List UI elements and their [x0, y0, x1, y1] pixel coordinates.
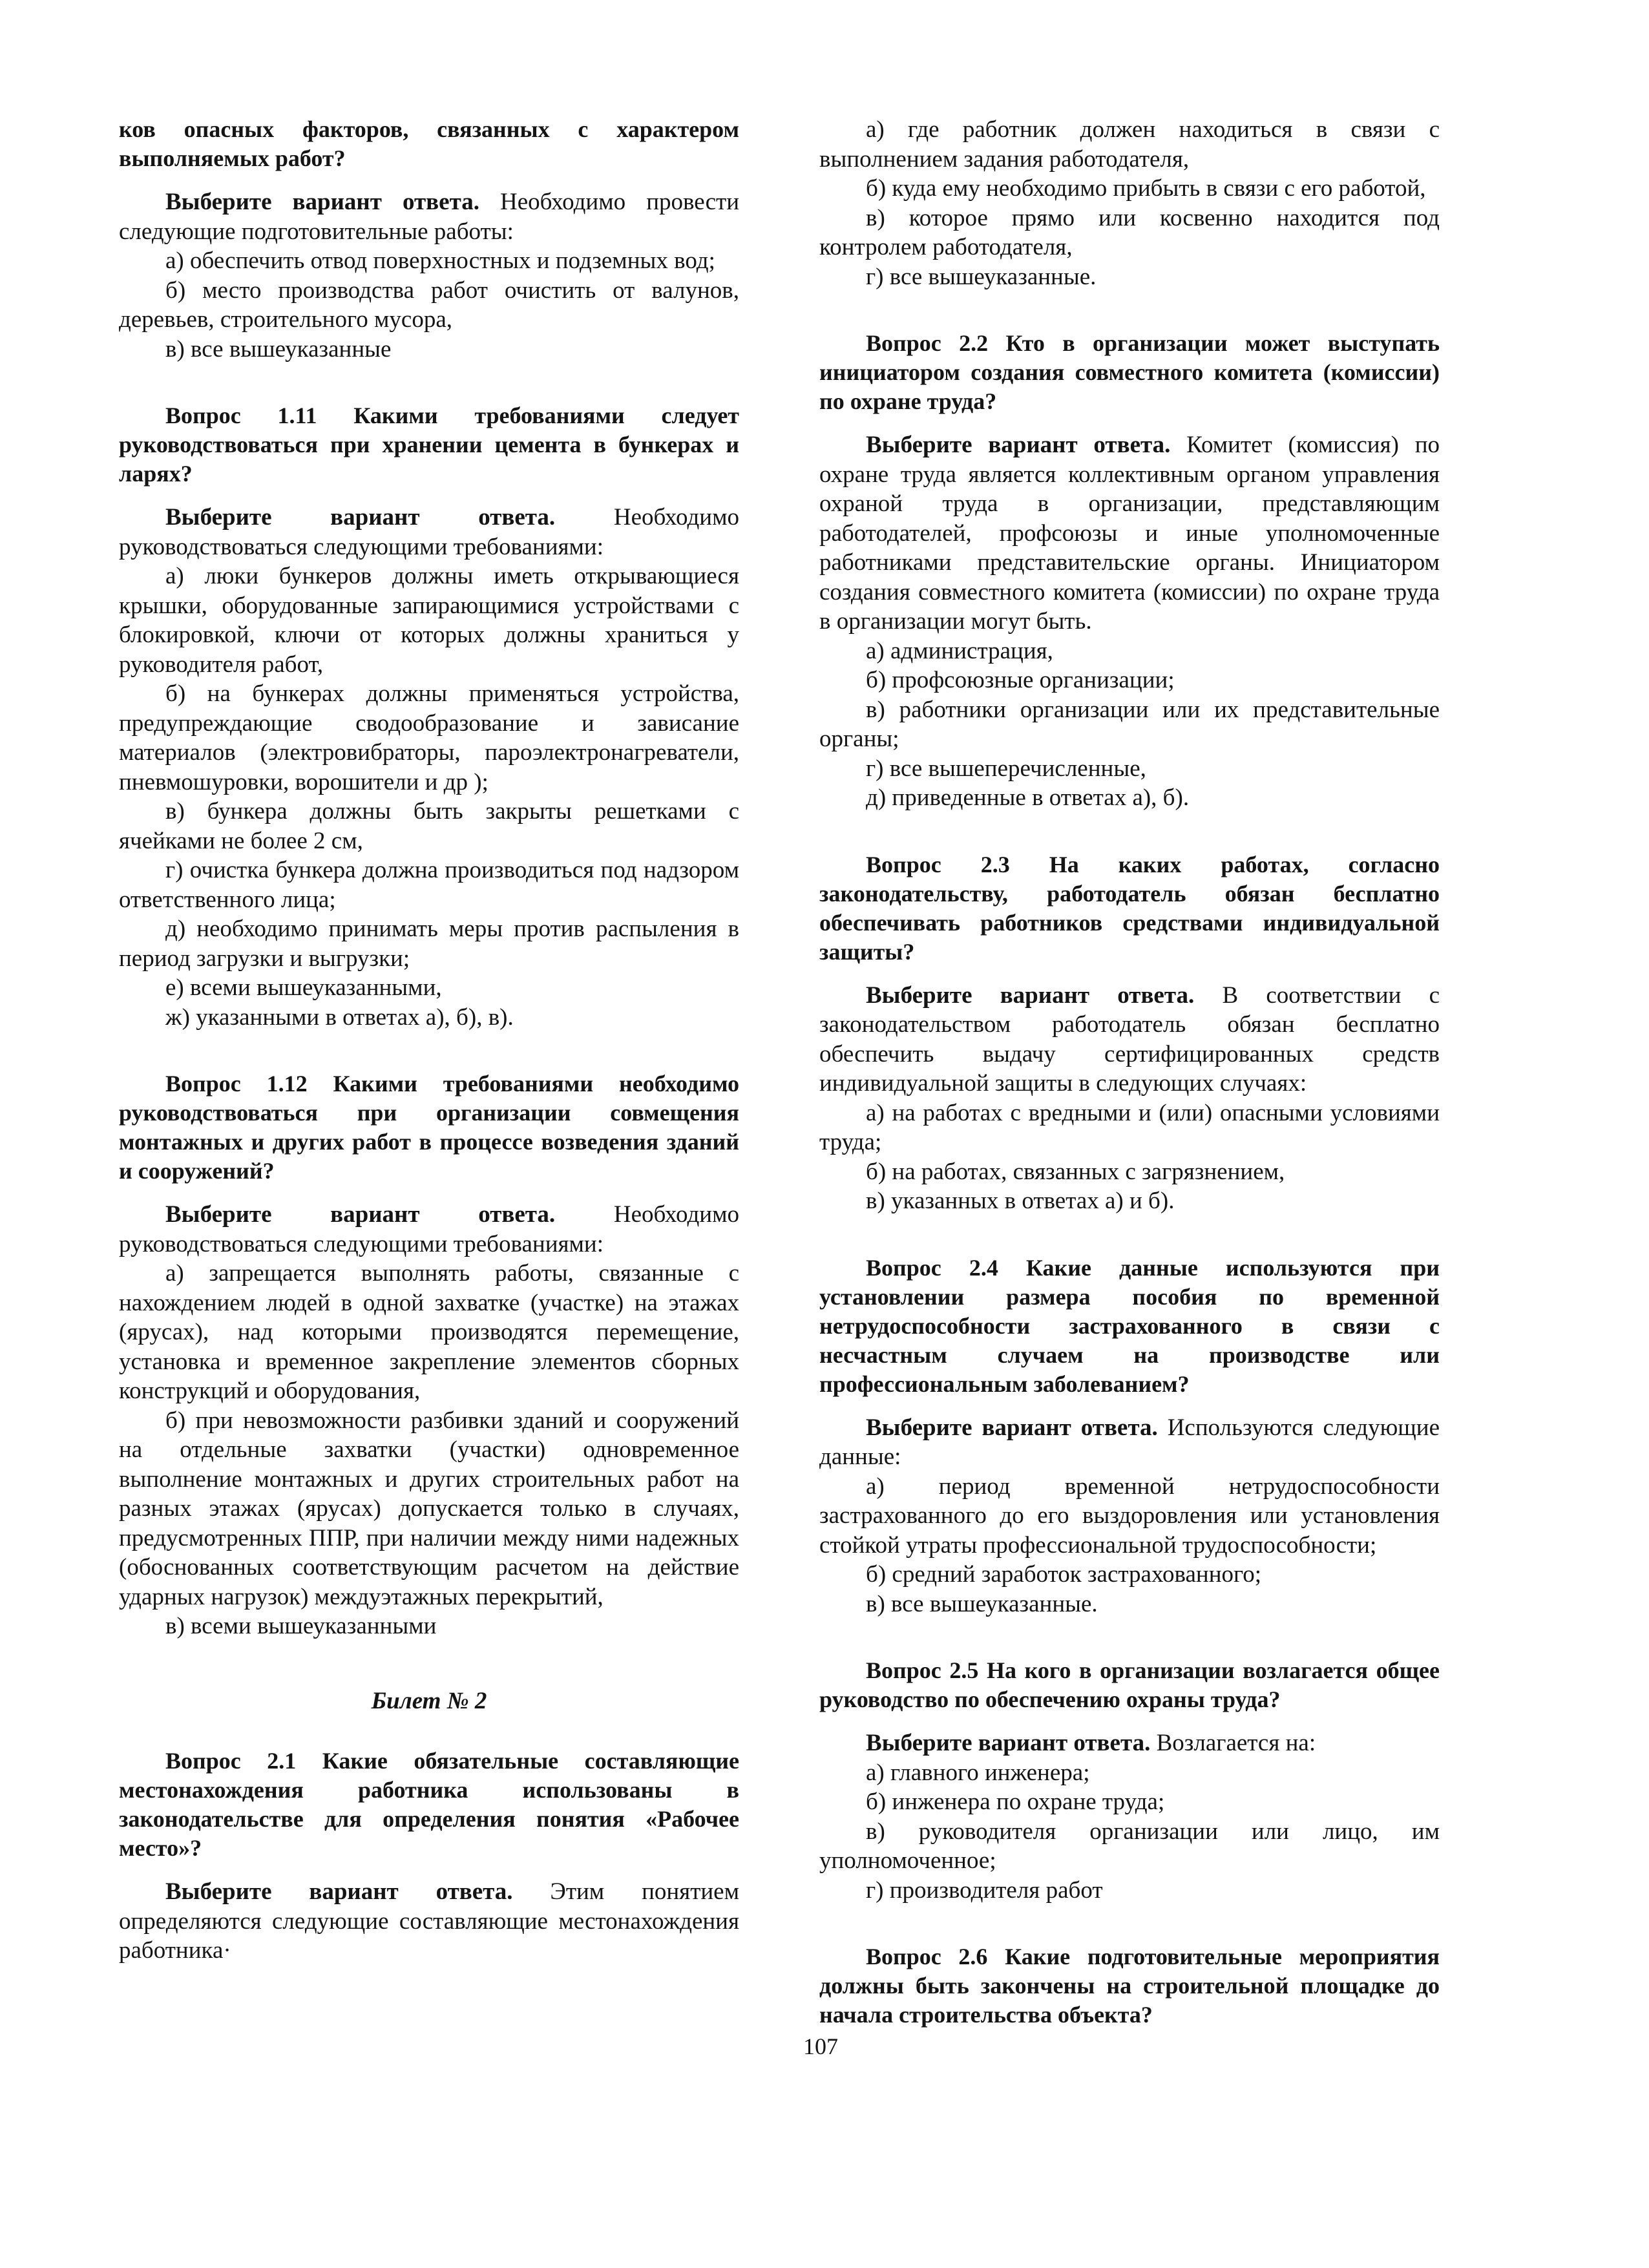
right-column [819, 115, 1440, 2030]
answer-option: а) обеспечить отвод поверхностных и подземных вод; [165, 247, 715, 274]
question-title: Вопрос 2.6 Какие подготовительные мероприятия должны быть закончены на строительной площадке до начала строительства объекта? [819, 1944, 1440, 2028]
answer-option: а) запрещается выполнять работы, связанные с нахождением людей в одной захватке (участке) на этажах (ярусах), над которыми производятся перемещение, установка и временное закрепление элементов сборных конструкций и оборудования, [119, 1260, 739, 1404]
answer-lead [119, 1877, 739, 1966]
answer-option: б) при невозможности разбивки зданий и сооружений на отдельные захватки (участки) одновременное выполнение монтажных и других строительных работ на разных этажах (ярусах) допускается только в случаях, предусмотренных ППР, при наличии между ними надежных (обоснованных соответствующим расчетом на действие ударных нагрузок) междуэтажных перекрытий, [119, 1407, 739, 1610]
answer-option: а) администрация, [866, 637, 1053, 664]
answer-option: е) всеми вышеуказанными, [165, 974, 442, 1001]
answer-lead-label: Выберите вариант ответа. [165, 504, 556, 530]
question-2-3 [819, 850, 1440, 967]
question-title: Вопрос 2.2 Кто в организации может выступать инициатором создания совместного комитета (комиссии) по охране труда? [819, 330, 1440, 414]
answer-lead-text: Необходимо провести следующие подготовительные работы: [119, 189, 739, 245]
answer-option: а) главного инженера; [866, 1759, 1090, 1786]
answer-option: г) все вышеуказанные. [866, 263, 1097, 290]
answer-option: а) где работник должен находиться в связи с выполнением задания работодателя, [819, 116, 1440, 173]
question-title: Вопрос 1.11 Какими требованиями следует руководствоваться при хранении цемента в бункерах и ларях? [119, 403, 739, 487]
question-title: Вопрос 2.1 Какие обязательные составляющие местонахождения работника использованы в законодательстве для определения понятия «Рабочее место»? [119, 1748, 739, 1861]
answer-lead-text: В соответствии с законодательством работодатель обязан бесплатно обеспечить выдачу сертифицированных средств индивидуальной защиты в следующих случаях: [819, 982, 1440, 1097]
answer-option: б) инженера по охране труда; [866, 1789, 1165, 1815]
answer-lead [819, 1413, 1440, 1472]
answer-lead [819, 430, 1440, 636]
answer-lead-text: Используются следующие данные: [819, 1414, 1440, 1470]
answer-lead-label: Выберите вариант ответа. [866, 432, 1171, 458]
answer-option: в) бункера должны быть закрыты решетками с ячейками не более 2 см, [119, 798, 739, 854]
question-continuation: ков опасных факторов, связанных с характером выполняемых работ? [119, 116, 739, 171]
question-2-2 [819, 329, 1440, 416]
answer-lead-text: Комитет (комиссия) по охране труда является коллективным органом управления охраной труда в организации, представляющим работодателей, профсоюзы и иные уполномоченные работниками представительские органы. Инициатором создания совместного комитета (комиссии) по охране труда в организации могут быть. [819, 432, 1440, 635]
question-2-4 [819, 1254, 1440, 1399]
answer-option: г) производителя работ [866, 1876, 1103, 1904]
answer-lead-text: Необходимо руководствоваться следующими требованиями: [119, 1201, 739, 1257]
answer-option: г) очистка бункера должна производиться под надзором ответственного лица; [119, 857, 739, 913]
answer-option: б) профсоюзные организации; [866, 667, 1175, 693]
answer-lead [819, 1728, 1440, 1758]
left-column [119, 115, 739, 1966]
ticket-heading: Билет № 2 [371, 1687, 487, 1714]
question-1-11 [119, 401, 739, 488]
answer-option: а) люки бункеров должны иметь открывающиеся крышки, оборудованные запирающимися устройствами с блокировкой, ключи от которых должны храниться у руководителя работ, [119, 563, 739, 678]
answer-option: в) всеми вышеуказанными [165, 1613, 437, 1639]
answer-option: б) на работах, связанных с загрязнением, [866, 1158, 1285, 1185]
page-number: 107 [803, 2033, 838, 2059]
answer-option: б) на бункерах должны применяться устройства, предупреждающие сводообразование и зависание материалов (электровибраторы, пароэлектронагреватели, пневмошуровки, ворошители и др ); [119, 680, 739, 795]
answer-lead [119, 187, 739, 246]
answer-option: д) необходимо принимать меры против распыления в период загрузки и выгрузки; [119, 916, 739, 972]
answer-option: в) которое прямо или косвенно находится под контролем работодателя, [819, 204, 1440, 260]
answer-option: д) приведенные в ответах а), б). [866, 784, 1190, 811]
answer-lead [119, 1200, 739, 1259]
answer-option: в) руководителя организации или лицо, им уполномоченное; [819, 1818, 1440, 1874]
answer-option: б) куда ему необходимо прибыть в связи с его работой, [866, 175, 1426, 202]
question-title: Вопрос 2.3 На каких работах, согласно законодательству, работодатель обязан бесплатно обеспечивать работников средствами индивидуальной защиты? [819, 851, 1440, 965]
answer-option: в) все вышеуказанные [165, 335, 392, 362]
answer-lead-label: Выберите вариант ответа. [165, 189, 479, 215]
question-title: Вопрос 1.12 Какими требованиями необходимо руководствоваться при организации совмещения монтажных и других работ в процессе возведения зданий и сооружений? [119, 1071, 739, 1184]
answer-option: в) все вышеуказанные. [866, 1590, 1098, 1617]
answer-option: в) работники организации или их представительные органы; [819, 696, 1440, 752]
answer-lead [819, 981, 1440, 1098]
answer-lead-label: Выберите вариант ответа. [165, 1878, 513, 1905]
answer-option: б) место производства работ очистить от валунов, деревьев, строительного мусора, [119, 277, 739, 333]
answer-lead-text: Этим понятием определяются следующие составляющие местонахождения работника· [119, 1878, 739, 1964]
answer-option: б) средний заработок застрахованного; [866, 1561, 1262, 1588]
question-2-1 [119, 1747, 739, 1863]
answer-lead-text: Необходимо руководствоваться следующими требованиями: [119, 504, 739, 560]
answer-lead-text: Возлагается на: [1156, 1730, 1316, 1756]
answer-lead-label: Выберите вариант ответа. [165, 1201, 556, 1228]
answer-option: а) период временной нетрудоспособности застрахованного до его выздоровления или установления стойкой утраты профессиональной трудоспособности; [819, 1473, 1440, 1559]
question-1-12 [119, 1069, 739, 1186]
answer-option: в) указанных в ответах а) и б). [866, 1188, 1175, 1214]
answer-option: г) все вышеперечисленные, [866, 755, 1146, 782]
answer-lead-label: Выберите вариант ответа. [866, 1730, 1151, 1756]
answer-option: а) на работах с вредными и (или) опасными условиями труда; [819, 1099, 1440, 1155]
question-2-5 [819, 1656, 1440, 1714]
question-2-6 [819, 1942, 1440, 2030]
answer-lead-label: Выберите вариант ответа. [866, 982, 1195, 1009]
answer-option: ж) указанными в ответах а), б), в). [165, 1003, 514, 1031]
answer-lead-label: Выберите вариант ответа. [866, 1414, 1158, 1441]
question-title: Вопрос 2.4 Какие данные используются при установлении размера пособия по временной нетрудоспособности застрахованного в связи с несчастным случаем на производстве или профессиональным заболеванием? [819, 1254, 1440, 1397]
answer-lead [119, 503, 739, 562]
question-title: Вопрос 2.5 На кого в организации возлагается общее руководство по обеспечению охраны труда? [819, 1657, 1440, 1712]
